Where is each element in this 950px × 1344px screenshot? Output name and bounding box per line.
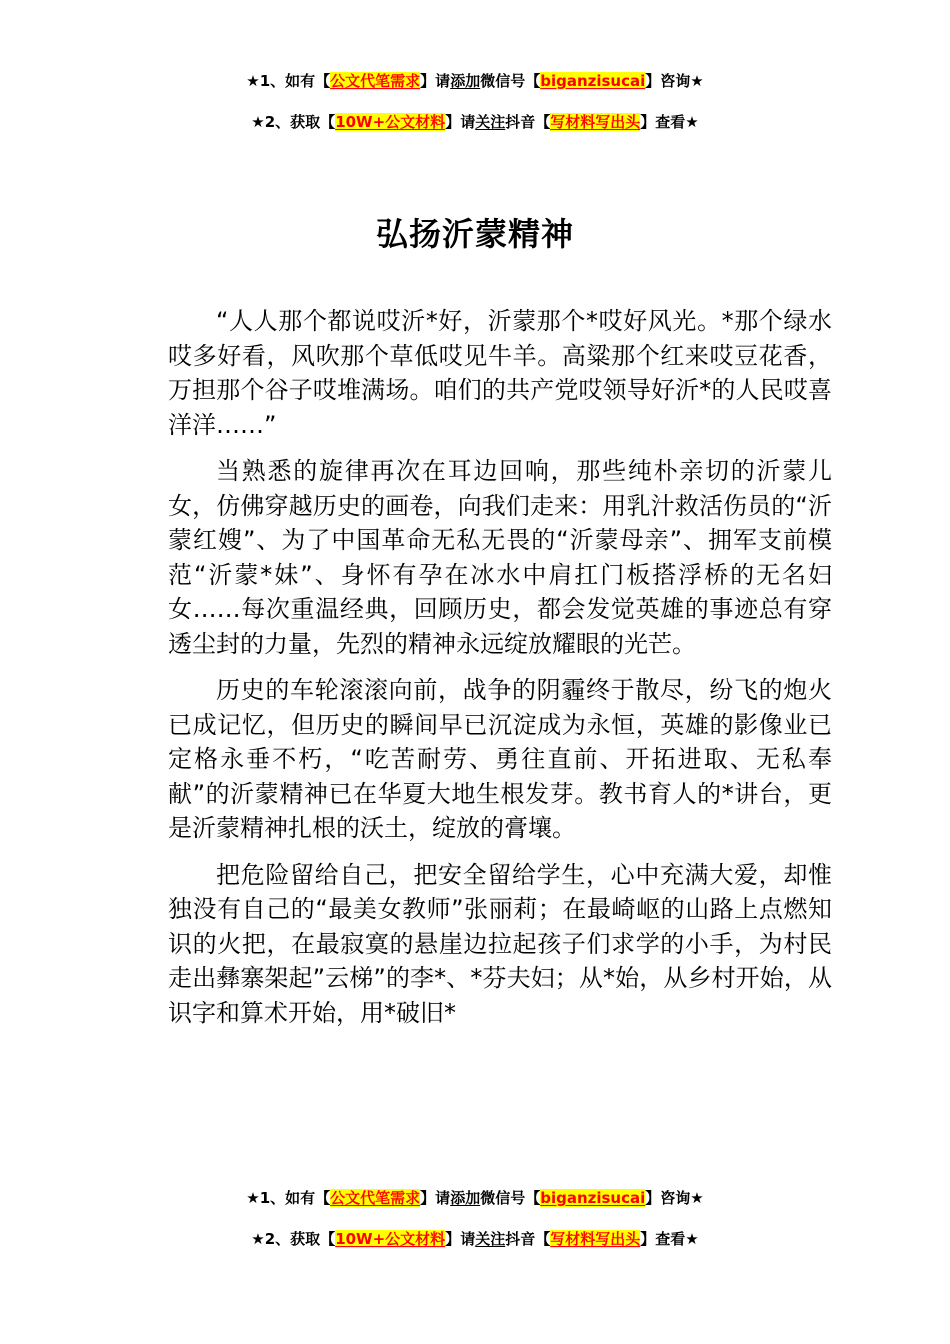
promo-suffix: 】咨询★ [645, 1189, 704, 1207]
promo-prefix: ★1、如有【 [246, 72, 331, 90]
promo-highlight-materials: 10W+公文材料 [335, 113, 446, 131]
promo-prefix: ★2、获取【 [251, 1230, 336, 1248]
promo-highlight-materials: 10W+公文材料 [335, 1230, 446, 1248]
promo-highlight-douyin-account: 写材料写出头 [550, 113, 641, 131]
promo-text: 】请 [420, 1189, 451, 1207]
paragraph-model-teachers: 把危险留给自己，把安全留给学生，心中充满大爱，却惟独没有自己的“最美女教师”张丽莉；在最崎岖的山路上点燃知识的火把，在最寂寞的悬崖边拉起孩子们求学的小手，为村民走出彝寨架起”云梯”的李*、*芬夫妇；从*始，从乡村开始，从识字和算术开始，用*破旧* [168, 860, 832, 1027]
document-body [168, 304, 832, 1042]
promo-line-2-bottom [0, 1228, 950, 1250]
promo-highlight-douyin-account: 写材料写出头 [550, 1230, 641, 1248]
promo-emphasis: 添加 [450, 72, 481, 90]
promo-text: 抖音【 [505, 1230, 551, 1248]
promo-highlight-wechat-id: biganzisucai [540, 72, 646, 90]
promo-text: 】请 [445, 1230, 476, 1248]
paragraph-yimeng-spirit: 历史的车轮滚滚向前，战争的阴霾终于散尽，纷飞的炮火已成记忆，但历史的瞬间早已沉淀成为永恒，英雄的影像业已定格永垂不朽，“吃苦耐劳、勇往直前、开拓进取、无私奉献”的沂蒙精神已在华夏大地生根发芽。教书育人的*讲台，更是沂蒙精神扎根的沃土，绽放的膏壤。 [168, 676, 832, 842]
promo-suffix: 】查看★ [640, 113, 699, 131]
promo-highlight-service: 公文代笔需求 [330, 72, 421, 90]
promo-highlight-service: 公文代笔需求 [330, 1189, 421, 1207]
promo-text: 】请 [445, 113, 476, 131]
promo-line-2-top [0, 111, 950, 133]
promo-prefix: ★1、如有【 [246, 1189, 331, 1207]
promo-emphasis: 添加 [450, 1189, 481, 1207]
promo-prefix: ★2、获取【 [251, 113, 336, 131]
promo-emphasis: 关注 [475, 1230, 506, 1248]
promo-line-1-bottom [0, 1187, 950, 1209]
document-title: 弘扬沂蒙精神 [375, 215, 574, 253]
promo-text: 抖音【 [505, 113, 551, 131]
paragraph-yimeng-heroines: 当熟悉的旋律再次在耳边回响，那些纯朴亲切的沂蒙儿女，仿佛穿越历史的画卷，向我们走来：用乳汁救活伤员的“沂蒙红嫂”、为了中国革命无私无畏的“沂蒙母亲”、拥军支前模范“沂蒙*妹”、身怀有孕在冰水中肩扛门板搭浮桥的无名妇女……每次重温经典，回顾历史，都会发觉英雄的事迹总有穿透尘封的力量，先烈的精神永远绽放耀眼的光芒。 [168, 457, 832, 658]
promo-text: 微信号【 [480, 72, 541, 90]
paragraph-song-lyrics: “人人那个都说哎沂*好，沂蒙那个*哎好风光。*那个绿水哎多好看，风吹那个草低哎见牛羊。高粱那个红来哎豆花香，万担那个谷子哎堆满场。咱们的共产党哎领导好沂*的人民哎喜洋洋……” [168, 307, 832, 439]
promo-emphasis: 关注 [475, 113, 506, 131]
promo-suffix: 】查看★ [640, 1230, 699, 1248]
promo-text: 】请 [420, 72, 451, 90]
promo-highlight-wechat-id: biganzisucai [540, 1189, 646, 1207]
promo-text: 微信号【 [480, 1189, 541, 1207]
promo-line-1-top [0, 70, 950, 92]
promo-suffix: 】咨询★ [645, 72, 704, 90]
